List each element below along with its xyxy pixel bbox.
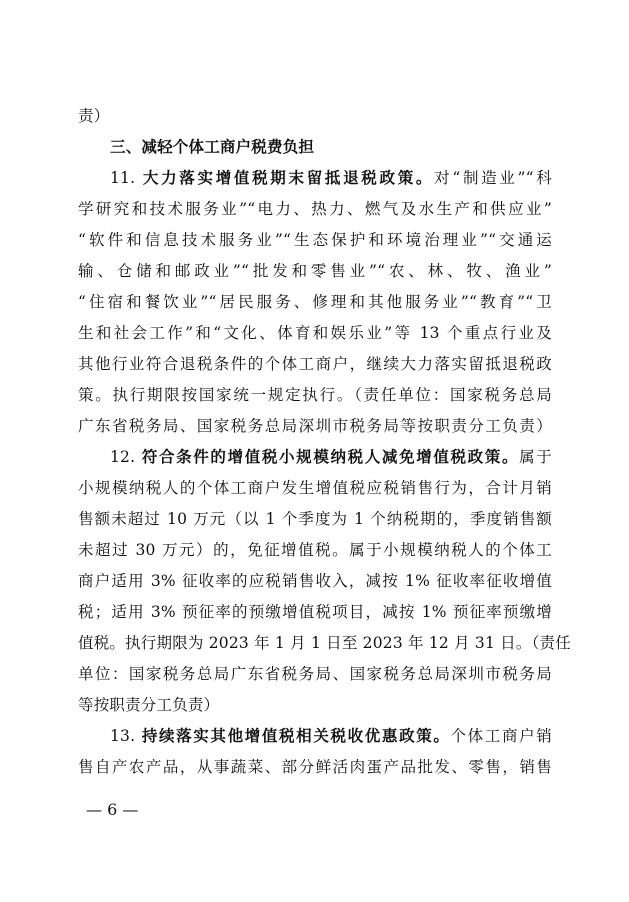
text-line: 学研究和技术服务业”“电力、热力、燃气及水生产和供应业” [78,200,552,218]
text-line: 等按职责分工负责） [78,696,220,714]
text-line: 输、仓储和邮政业”“批发和零售业”“农、林、牧、渔业” [78,262,552,280]
text-line: 未超过 30 万元）的，免征增值税。属于小规模纳税人的个体工 [78,541,552,559]
document-body [78,101,571,783]
item-text: 对“制造业”“科 [434,169,553,187]
text-line: 责） [78,107,110,125]
item-title: 符合条件的增值税小规模纳税人减免增值税政策。 [141,448,520,466]
section-heading: 三、减轻个体工商户税费负担 [110,138,315,156]
text-line: 小规模纳税人的个体工商户发生增值税应税销售行为，合计月销 [78,479,552,497]
page-number: — 6 — [86,800,139,819]
item-number: 11. [110,169,143,187]
text-line: “住宿和餐饮业”“居民服务、修理和其他服务业”“教育”“卫 [78,293,552,311]
paragraph-13-lead-line [78,721,552,752]
text-line: 值税。执行期限为 2023 年 1 月 1 日至 2023 年 12 月 31 日。（责任 [78,634,571,652]
text-line: 生和社会工作”和“文化、体育和娱乐业”等 13 个重点行业及 [78,324,552,342]
text-line: “软件和信息技术服务业”“生态保护和环境治理业”“交通运 [78,231,552,249]
text-line: 单位：国家税务总局广东省税务局、国家税务总局深圳市税务局 [78,665,552,683]
paragraph-12-lead-line [78,442,552,473]
item-text: 属于 [519,448,552,466]
paragraph-11-lead-line [78,163,552,194]
text-line: 策。执行期限按国家统一规定执行。（责任单位：国家税务总局 [78,386,552,404]
text-line: 其他行业符合退税条件的个体工商户，继续大力落实留抵退税政 [78,355,552,373]
item-number: 12. [110,448,142,466]
text-line: 售额未超过 10 万元（以 1 个季度为 1 个纳税期的，季度销售额 [78,510,552,528]
item-title: 大力落实增值税期末留抵退税政策。 [142,169,435,187]
item-title: 持续落实其他增值税相关税收优惠政策。 [141,727,451,745]
text-line: 广东省税务局、国家税务总局深圳市税务局等按职责分工负责） [78,417,552,435]
text-line: 商户适用 3% 征收率的应税销售收入，减按 1% 征收率征收增值 [78,572,552,590]
item-number: 13. [110,727,142,745]
text-line: 税；适用 3% 预征率的预缴增值税项目，减按 1% 预征率预缴增 [78,603,552,621]
item-text: 个体工商户销 [450,727,552,745]
text-line: 售自产农产品，从事蔬菜、部分鲜活肉蛋产品批发、零售，销售 [78,758,552,776]
